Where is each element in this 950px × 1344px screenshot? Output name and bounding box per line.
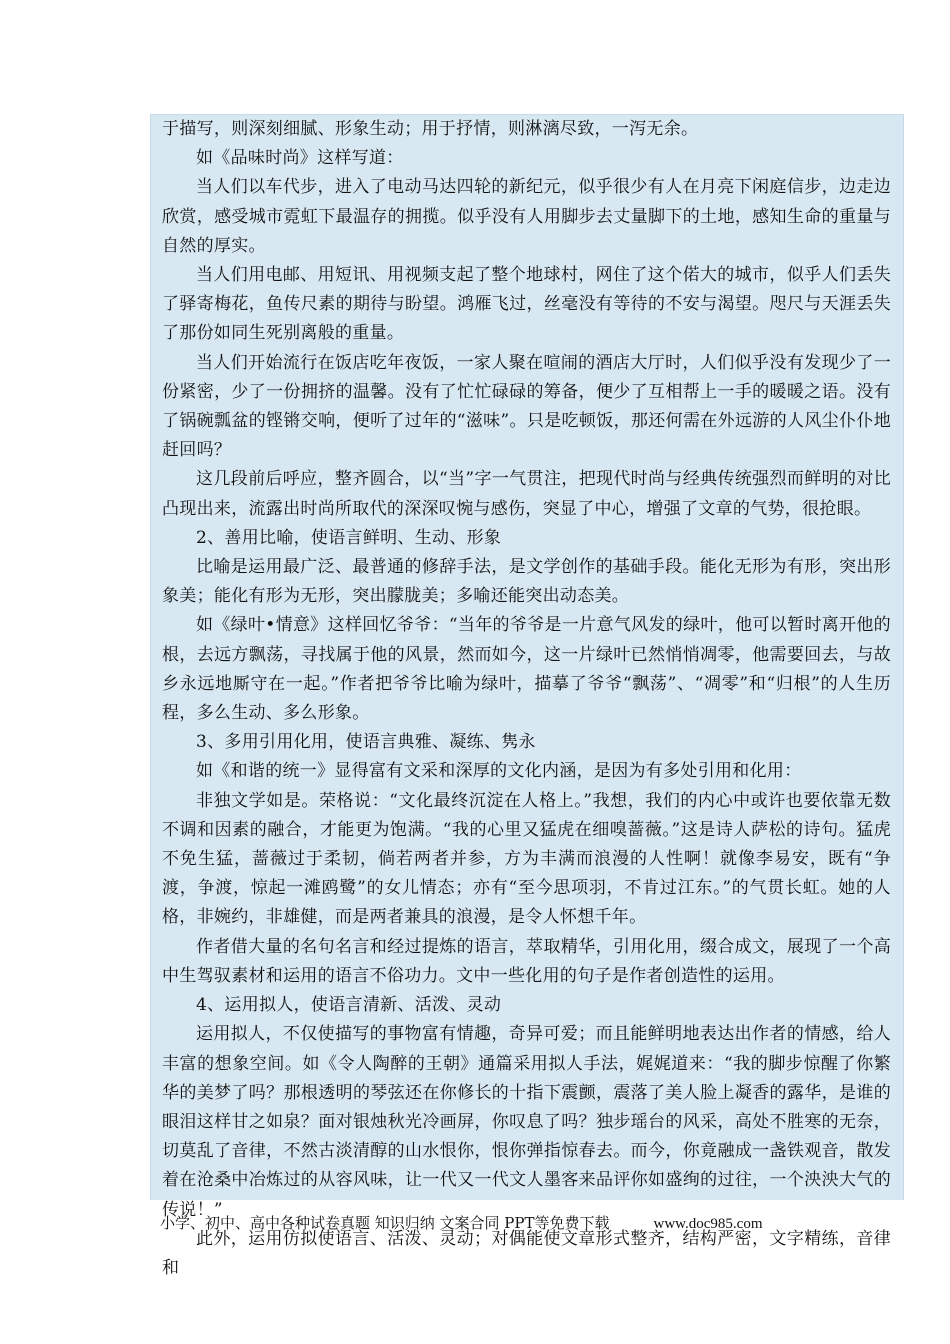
paragraph: 当人们用电邮、用短讯、用视频支起了整个地球村，网住了这个偌大的城市，似乎人们丢失了驿寄梅花，鱼传尺素的期待与盼望。鸿雁飞过，丝毫没有等待的不安与渴望。咫尺与天涯丢失了那份如同生死别离般的重量。 [162, 265, 891, 344]
paragraph: 如《品味时尚》这样写道： [196, 148, 404, 169]
paragraph: 当人们开始流行在饭店吃年夜饭，一家人聚在喧闹的酒店大厅时，人们似乎没有发现少了一份紧密，少了一份拥挤的温馨。没有了忙忙碌碌的筹备，便少了互相帮上一手的暖暖之语。没有了锅碗瓢盆的铿锵交响，便听了过年的“滋味”。只是吃顿饭，那还何需在外远游的人风尘仆仆地赶回吗？ [162, 352, 891, 461]
page-footer [160, 1211, 763, 1236]
paragraph: 这几段前后呼应，整齐圆合，以“当”字一气贯注，把现代时尚与经典传统强烈而鲜明的对比凸现出来，流露出时尚所取代的深深叹惋与感伤，突显了中心，增强了文章的气势，很抢眼。 [162, 469, 891, 519]
paragraph: 当人们以车代步，进入了电动马达四轮的新纪元，似乎很少有人在月亮下闲庭信步，边走边欣赏，感受城市霓虹下最温存的拥揽。似乎没有人用脚步去丈量脚下的土地，感知生命的重量与自然的厚实。 [162, 177, 891, 256]
paragraph: 作者借大量的名句名言和经过提炼的语言，萃取精华，引用化用，缀合成文，展现了一个高中生驾驭素材和运用的语言不俗功力。文中一些化用的句子是作者创造性的运用。 [162, 936, 891, 986]
paragraph-continued: 于描写，则深刻细腻、形象生动；用于抒情，则淋漓尽致，一泻无余。 [162, 119, 699, 139]
paragraph: 非独文学如是。荣格说：“文化最终沉淀在人格上。”我想，我们的内心中或许也要依靠无数不调和因素的融合，才能更为饱满。“我的心里又猛虎在细嗅蔷薇。”这是诗人萨松的诗句。猛虎不免生猛，蔷薇过于柔韧，倘若两者并参，方为丰满而浪漫的人性啊！就像李易安，既有“争渡，争渡，惊起一滩鸥鹭”的女儿情态；亦有“至今思项羽，不肯过江东。”的气贯长虹。她的人格，非婉约，非雄健，而是两者兼具的浪漫，是令人怀想千年。 [162, 790, 891, 928]
paragraph: 如《绿叶•情意》这样回忆爷爷：“当年的爷爷是一片意气风发的绿叶，他可以暂时离开他的根，去远方飘荡，寻找属于他的风景，然而如今，这一片绿叶已然悄悄凋零，他需要回去，与故乡永远地厮守在一起。”作者把爷爷比喻为绿叶，描摹了爷爷“飘荡”、“凋零”和“归根”的人生历程，多么生动、多么形象。 [162, 615, 891, 724]
section-heading-2: 2、善用比喻，使语言鲜明、生动、形象 [196, 527, 502, 548]
footer-site: www.doc985.com [653, 1216, 763, 1232]
section-heading-3: 3、多用引用化用，使语言典雅、凝练、隽永 [196, 732, 536, 753]
paragraph: 运用拟人，不仅使描写的事物富有情趣，奇异可爱；而且能鲜明地表达出作者的情感，给人丰富的想象空间。如《令人陶醉的王朝》通篇采用拟人手法，娓娓道来：“我的脚步惊醒了你繁华的美梦了吗？那根透明的琴弦还在你修长的十指下震颤，震落了美人脸上凝香的露华，是谁的眼泪这样甘之如泉？面对银烛秋光冷画屏，你叹息了吗？独步瑶台的风采，高处不胜寒的无奈，切莫乱了音律，不然古淡清醇的山水恨你，恨你弹指惊春去。而今，你竟融成一盏铁观音，散发着在沧桑中冶炼过的从容风味，让一代又一代文人墨客来品评你如盛绚的过往，一个泱泱大气的传说！” [162, 1024, 891, 1220]
section-heading-4: 4、运用拟人，使语言清新、活泼、灵动 [196, 995, 502, 1016]
paragraph: 此外，运用仿拟使语言、活泼、灵动；对偶能使文章形式整齐，结构严密，文字精练，音律和 [162, 1228, 891, 1278]
paragraph: 比喻是运用最广泛、最普通的修辞手法，是文学创作的基础手段。能化无形为有形，突出形象美；能化有形为无形，突出朦胧美；多喻还能突出动态美。 [162, 557, 891, 607]
paragraph: 如《和谐的统一》显得富有文采和深厚的文化内涵，是因为有多处引用和化用： [196, 761, 802, 782]
footer-text: 小学、初中、高中各种试卷真题 知识归纳 文案合同 PPT等免费下载 [160, 1214, 610, 1232]
